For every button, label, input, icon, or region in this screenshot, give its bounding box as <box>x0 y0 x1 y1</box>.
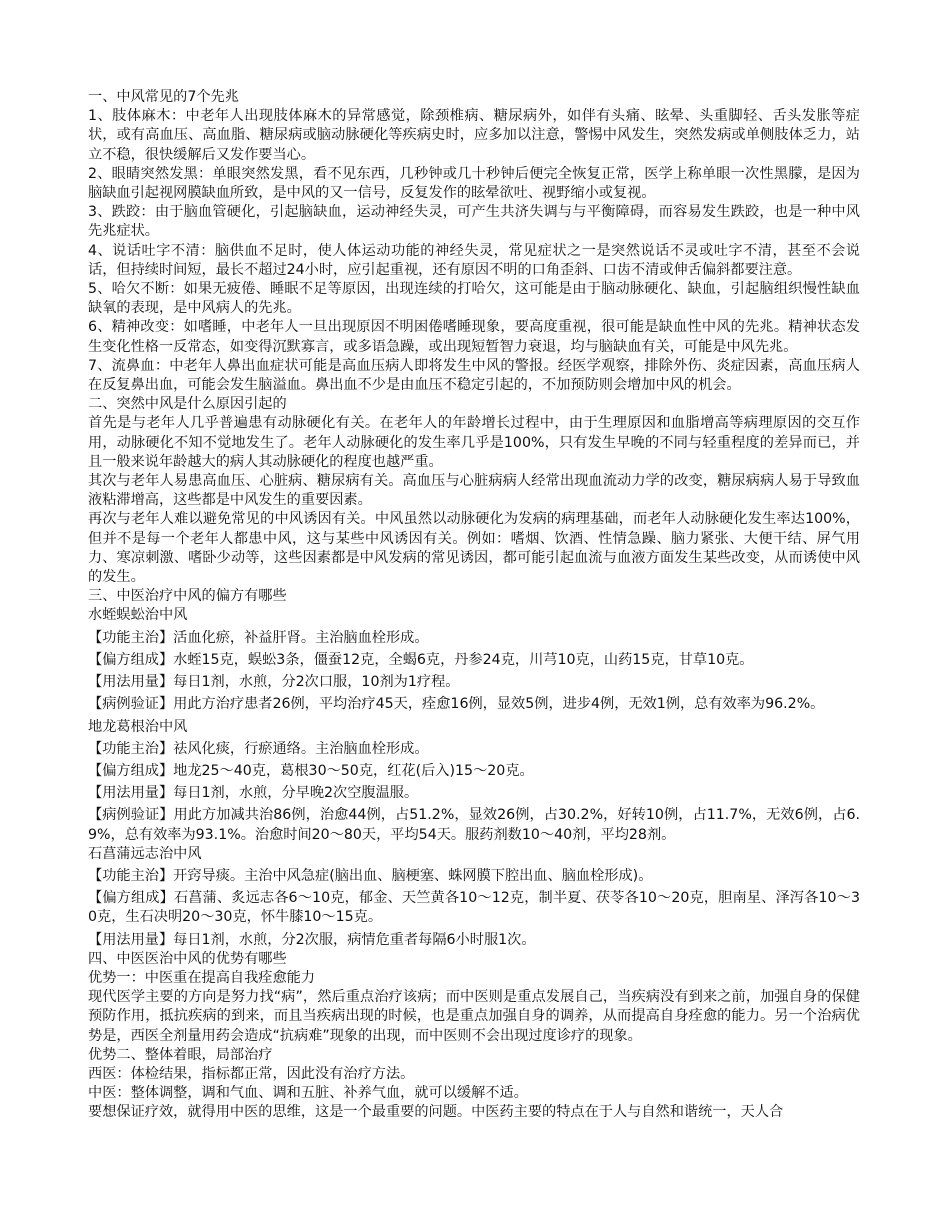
remedy-2-verification: 【病例验证】用此方加减共治86例，治愈44例，占51.2%，显效26例，占30.2%，好转10例，占11.7%，无效6例，占6.9%，总有效率为93.1%。治愈时间20～80天，平均54天。服药剂数10～40剂，平均28剂。 <box>88 807 860 843</box>
remedy-3-composition: 【偏方组成】石菖蒲、炙远志各6～10克，郁金、天竺黄各10～12克，制半夏、茯苓各10～20克，胆南星、泽泻各10～30克，生石决明20～30克，怀牛膝10～15克。 <box>88 890 860 926</box>
remedy-3-function: 【功能主治】开窍导痰。主治中风急症(脑出血、脑梗塞、蛛网膜下腔出血、脑血栓形成)。 <box>88 867 653 884</box>
section-heading-2: 二、突然中风是什么原因引起的 <box>88 396 287 413</box>
paragraph-western-medicine: 西医：体检结果，指标都正常，因此没有治疗方法。 <box>88 1065 415 1082</box>
remedy-3-usage: 【用法用量】每日1剂，水煎，分2次服，病情危重者每隔6小时服1次。 <box>88 931 536 948</box>
paragraph-closing: 要想保证疗效，就得用中医的思维，这是一个最重要的问题。中医药主要的特点在于人与自然和谐统一，天人合 <box>88 1104 784 1121</box>
paragraph-omen-5: 5、哈欠不断：如果无疲倦、睡眠不足等原因，出现连续的打哈欠，这可能是由于脑动脉硬化、缺血，引起脑组织慢性缺血缺氧的表现，是中风病人的先兆。 <box>88 281 860 317</box>
remedy-1-usage: 【用法用量】每日1剂，水煎，分2次口服，10剂为1疗程。 <box>88 674 460 691</box>
paragraph-cause-3: 再次与老年人难以避免常见的中风诱因有关。中风虽然以动脉硬化为发病的病理基础，而老年人动脉硬化发生率达100%，但并不是每一个老年人都患中风，这与某些中风诱因有关。例如：嗜烟、饮酒、性情急躁、脑力紧张、大便干结、屏气用力、寒凉刺激、嗜卧少动等，这些因素都是中风发病的常见诱因，都可能引起血流与血液方面发生某些改变，从而诱使中风的发生。 <box>88 511 860 586</box>
remedy-title-1: 水蛭蜈蚣治中风 <box>88 607 188 624</box>
paragraph-cause-2: 其次与老年人易患高血压、心脏病、糖尿病有关。高血压与心脏病病人经常出现血流动力学的改变，糖尿病病人易于导致血液粘滞增高，这些都是中风发生的重要因素。 <box>88 473 860 509</box>
remedy-title-3: 石菖蒲远志治中风 <box>88 845 202 862</box>
paragraph-omen-1: 1、肢体麻木：中老年人出现肢体麻木的异常感觉，除颈椎病、糖尿病外，如伴有头痛、眩晕、头重脚轻、舌头发胀等症状，或有高血压、高血脂、糖尿病或脑动脉硬化等疾病史时，应多加以注意，警惕中风发生，突然发病或单侧肢体乏力，站立不稳，很快缓解后又发作要当心。 <box>88 108 860 163</box>
remedy-2-function: 【功能主治】祛风化痰，行瘀通络。主治脑血栓形成。 <box>88 740 429 757</box>
remedy-title-2: 地龙葛根治中风 <box>88 718 188 735</box>
section-heading-3: 三、中医治疗中风的偏方有哪些 <box>88 588 287 605</box>
remedy-2-usage: 【用法用量】每日1剂，水煎，分早晚2次空腹温服。 <box>88 785 419 802</box>
paragraph-cause-1: 首先是与老年人几乎普遍患有动脉硬化有关。在老年人的年龄增长过程中，由于生理原因和血脂增高等病理原因的交互作用，动脉硬化不知不觉地发生了。老年人动脉硬化的发生率几乎是100%，只有发生早晚的不同与轻重程度的差异而已，并且一般来说年龄越大的病人其动脉硬化的程度也越严重。 <box>88 415 860 470</box>
remedy-1-composition: 【偏方组成】水蛭15克，蜈蚣3条，僵蚕12克，全蝎6克，丹参24克，川芎10克，山药15克，甘草10克。 <box>88 651 754 668</box>
remedy-1-function: 【功能主治】活血化瘀，补益肝肾。主治脑血栓形成。 <box>88 629 429 646</box>
advantage-title-2: 优势二、整体着眼，局部治疗 <box>88 1046 273 1063</box>
paragraph-omen-6: 6、精神改变：如嗜睡，中老年人一旦出现原因不明困倦嗜睡现象，要高度重视，很可能是缺血性中风的先兆。精神状态发生变化性格一反常态，如变得沉默寡言，或多语急躁，或出现短暂智力衰退，均与脑缺血有关，可能是中风先兆。 <box>88 319 860 355</box>
advantage-title-1: 优势一：中医重在提高自我痊愈能力 <box>88 969 316 986</box>
paragraph-omen-2: 2、眼睛突然发黑：单眼突然发黑，看不见东西，几秒钟或几十秒钟后便完全恢复正常，医学上称单眼一次性黑朦，是因为脑缺血引起视网膜缺血所致，是中风的又一信号，反复发作的眩晕欲吐、视野缩小或复视。 <box>88 165 860 202</box>
paragraph-chinese-medicine: 中医：整体调整，调和气血、调和五脏、补养气血，就可以缓解不适。 <box>88 1085 528 1102</box>
paragraph-omen-4: 4、说话吐字不清：脑供血不足时，使人体运动功能的神经失灵，常见症状之一是突然说话不灵或吐字不清，甚至不会说话，但持续时间短，最长不超过24小时，应引起重视，还有原因不明的口角歪斜、口齿不清或伸舌偏斜都要注意。 <box>88 242 860 278</box>
paragraph-omen-3: 3、跌跤：由于脑血管硬化，引起脑缺血，运动神经失灵，可产生共济失调与与平衡障碍，而容易发生跌跤，也是一种中风先兆症状。 <box>88 204 860 240</box>
paragraph-advantage-1: 现代医学主要的方向是努力找“病”，然后重点治疗该病；而中医则是重点发展自己，当疾病没有到来之前，加强自身的保健预防作用，抵抗疾病的到来，而且当疾病出现的时候，也是重点加强自身的调养，从而提高自身痊愈的能力。另一个治病优势是，西医全剂量用药会造成“抗病难”现象的出现，而中医则不会出现过度诊疗的现象。 <box>88 989 860 1044</box>
section-heading-4: 四、中医医治中风的优势有哪些 <box>88 950 287 967</box>
remedy-1-verification: 【病例验证】用此方治疗患者26例，平均治疗45天，痊愈16例，显效5例，进步4例，无效1例，总有效率为96.2%。 <box>88 696 825 713</box>
section-heading-1: 一、中风常见的7个先兆 <box>88 89 239 105</box>
remedy-2-composition: 【偏方组成】地龙25～40克，葛根30～50克，红花(后入)15～20克。 <box>88 762 534 779</box>
paragraph-omen-7: 7、流鼻血：中老年人鼻出血症状可能是高血压病人即将发生中风的警报。经医学观察，排除外伤、炎症因素，高血压病人在反复鼻出血，可能会发生脑溢血。鼻出血不少是由血压不稳定引起的，不加预防则会增加中风的机会。 <box>88 357 860 394</box>
